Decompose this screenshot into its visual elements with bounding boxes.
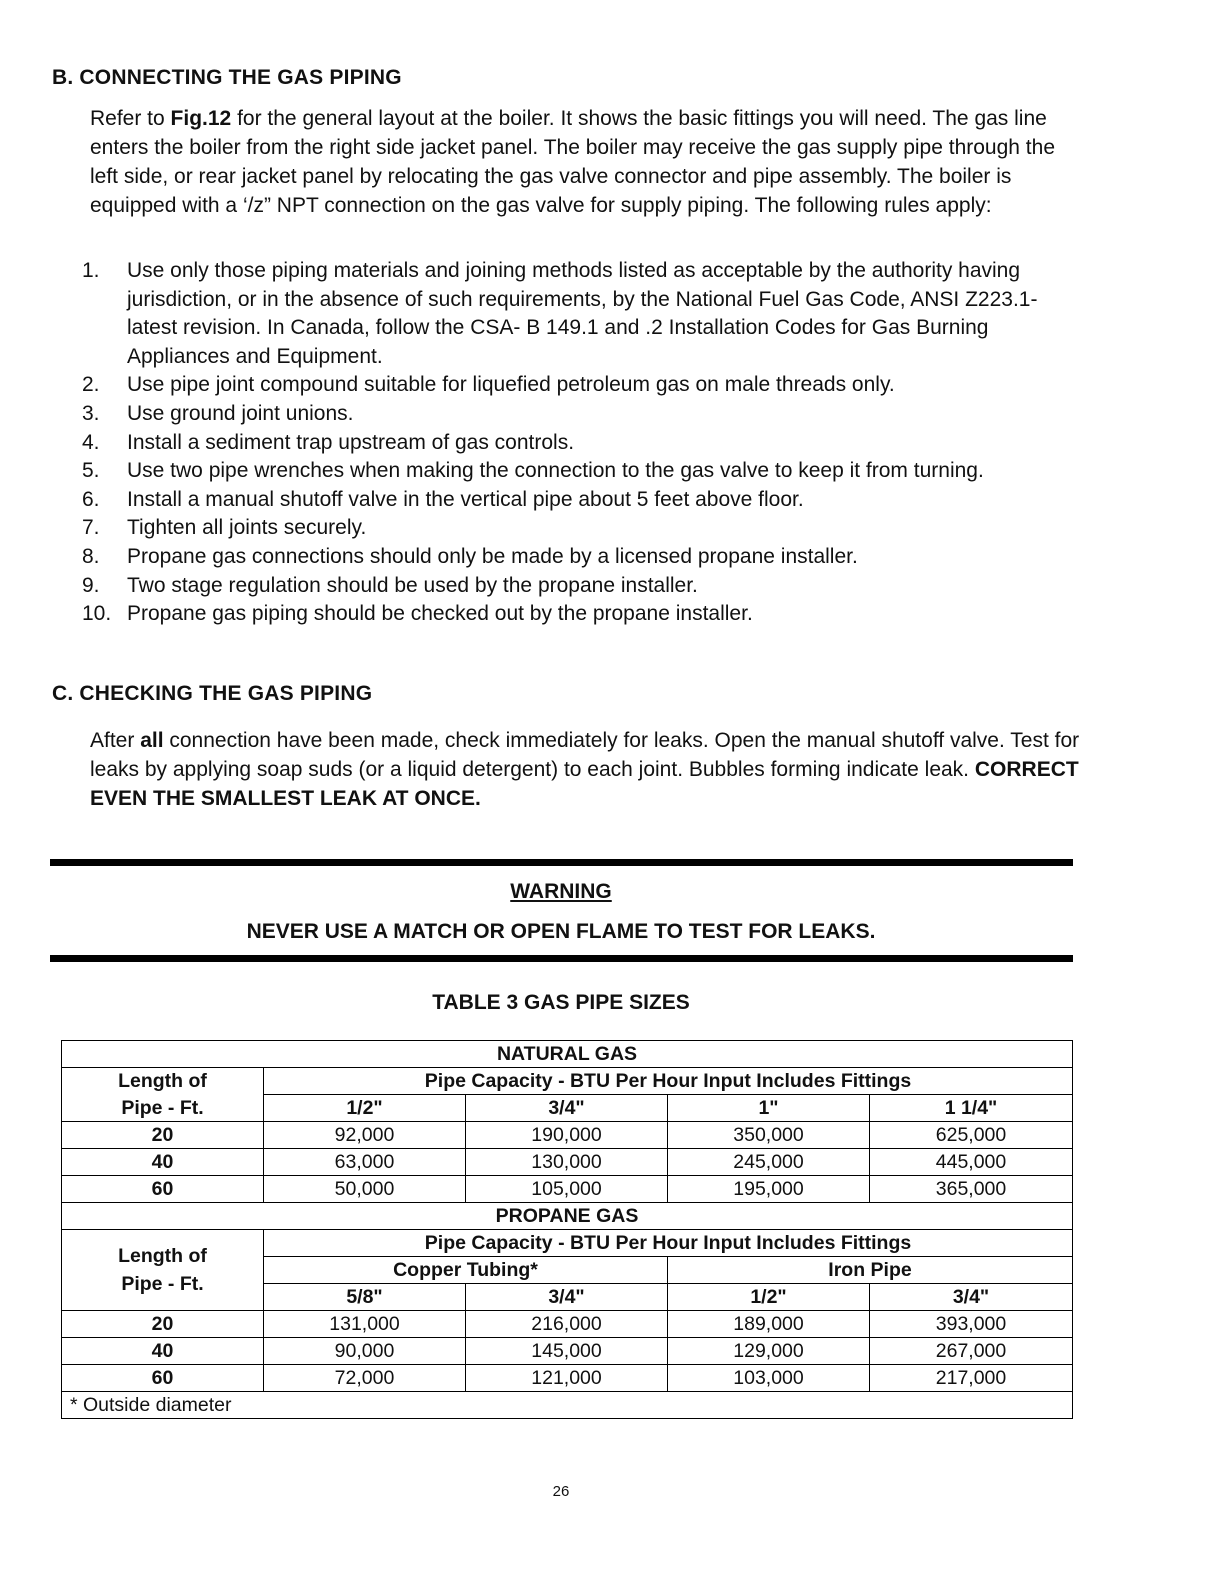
capacity-cell: 121,000 bbox=[466, 1365, 668, 1392]
capacity-cell: 90,000 bbox=[264, 1338, 466, 1365]
capacity-cell: 72,000 bbox=[264, 1365, 466, 1392]
length-cell: 40 bbox=[62, 1338, 264, 1365]
section-c-text: After all connection have been made, check immediately for leaks. Open the manual shutoff valve. Test for leaks by applying soap suds (or a liquid detergent) to each joint. Bubbles forming indicate leak. CORRECT EVEN THE SMALLEST LEAK AT ONCE. bbox=[90, 729, 1080, 810]
table-row bbox=[62, 1149, 1073, 1176]
capacity-cell: 129,000 bbox=[668, 1338, 870, 1365]
list-item: 3. Use ground joint unions. bbox=[82, 401, 354, 425]
length-cell: 20 bbox=[62, 1122, 264, 1149]
list-item: 5. Use two pipe wrenches when making the connection to the gas valve to keep it from turning. bbox=[82, 459, 984, 483]
list-item: 8. Propane gas connections should only be made by a licensed propane installer. bbox=[82, 544, 858, 568]
length-header: Length of Pipe - Ft. bbox=[62, 1230, 264, 1311]
capacity-cell: 103,000 bbox=[668, 1365, 870, 1392]
capacity-cell: 190,000 bbox=[466, 1122, 668, 1149]
length-header: Length of bbox=[62, 1068, 264, 1095]
list-item: 7. Tighten all joints securely. bbox=[82, 516, 367, 540]
list-item: 4. Install a sediment trap upstream of gas controls. bbox=[82, 430, 575, 454]
table-footnote: * Outside diameter bbox=[62, 1392, 1073, 1419]
size-header: 3/4" bbox=[466, 1284, 668, 1311]
table-row bbox=[62, 1365, 1073, 1392]
gas-pipe-sizes-table bbox=[61, 1040, 1073, 1419]
capacity-cell: 350,000 bbox=[668, 1122, 870, 1149]
length-cell: 20 bbox=[62, 1311, 264, 1338]
capacity-header: Pipe Capacity - BTU Per Hour Input Includes Fittings bbox=[264, 1230, 1073, 1257]
section-c-heading: C. CHECKING THE GAS PIPING bbox=[52, 682, 373, 705]
list-item: 6. Install a manual shutoff valve in the vertical pipe about 5 feet above floor. bbox=[82, 487, 804, 511]
capacity-cell: 189,000 bbox=[668, 1311, 870, 1338]
capacity-cell: 145,000 bbox=[466, 1338, 668, 1365]
capacity-header: Pipe Capacity - BTU Per Hour Input Includes Fittings bbox=[264, 1068, 1073, 1095]
length-cell: 60 bbox=[62, 1365, 264, 1392]
section-b-heading: B. CONNECTING THE GAS PIPING bbox=[52, 66, 402, 89]
capacity-cell: 130,000 bbox=[466, 1149, 668, 1176]
capacity-cell: 50,000 bbox=[264, 1176, 466, 1203]
capacity-cell: 105,000 bbox=[466, 1176, 668, 1203]
capacity-cell: 445,000 bbox=[870, 1149, 1073, 1176]
table-row bbox=[62, 1338, 1073, 1365]
size-header: 1" bbox=[668, 1095, 870, 1122]
table-row bbox=[62, 1176, 1073, 1203]
capacity-cell: 267,000 bbox=[870, 1338, 1073, 1365]
section-b-intro: Refer to Fig.12 for the general layout at the boiler. It shows the basic fittings you will need. The gas line enters the boiler from the right side jacket panel. The boiler may receive the gas supply pipe through the left side, or rear jacket panel by relocating the gas valve connector and pipe assembly. The boiler is equipped with a ‘/z” NPT connection on the gas valve for supply piping. The following rules apply: bbox=[90, 107, 1055, 217]
warning-top-rule bbox=[50, 859, 1073, 866]
page-number: 26 bbox=[552, 1483, 570, 1500]
warning-text: NEVER USE A MATCH OR OPEN FLAME TO TEST FOR LEAKS. bbox=[246, 920, 876, 943]
capacity-cell: 217,000 bbox=[870, 1365, 1073, 1392]
list-item: 10. Propane gas piping should be checked out by the propane installer. bbox=[82, 602, 753, 626]
natural-gas-header: NATURAL GAS bbox=[62, 1041, 1073, 1068]
iron-pipe-header: Iron Pipe bbox=[668, 1257, 1073, 1284]
size-header: 3/4" bbox=[466, 1095, 668, 1122]
length-cell: 40 bbox=[62, 1149, 264, 1176]
copper-tubing-header: Copper Tubing* bbox=[264, 1257, 668, 1284]
size-header: 1/2" bbox=[264, 1095, 466, 1122]
size-header: 1 1/4" bbox=[870, 1095, 1073, 1122]
size-header: 3/4" bbox=[870, 1284, 1073, 1311]
capacity-cell: 195,000 bbox=[668, 1176, 870, 1203]
capacity-cell: 245,000 bbox=[668, 1149, 870, 1176]
table-row bbox=[62, 1122, 1073, 1149]
gas-piping-rules-list bbox=[82, 257, 1082, 629]
capacity-cell: 63,000 bbox=[264, 1149, 466, 1176]
warning-title: WARNING bbox=[510, 880, 612, 903]
list-item: 1. Use only those piping materials and joining methods listed as acceptable by the authority having jurisdiction, or in the absence of such requirements, by the National Fuel Gas Code, ANSI Z223.1- latest revision. In Canada, follow the CSA- B 149.1 and .2 Installation Codes for Gas Burning Appliances and Equipment. bbox=[82, 259, 1038, 368]
list-item: 2. Use pipe joint compound suitable for liquefied petroleum gas on male threads only. bbox=[82, 373, 895, 397]
table-row bbox=[62, 1311, 1073, 1338]
capacity-cell: 393,000 bbox=[870, 1311, 1073, 1338]
table-title: TABLE 3 GAS PIPE SIZES bbox=[432, 991, 690, 1014]
length-header: Pipe - Ft. bbox=[62, 1095, 264, 1122]
list-item: 9. Two stage regulation should be used by the propane installer. bbox=[82, 573, 698, 597]
warning-bottom-rule bbox=[50, 955, 1073, 962]
size-header: 5/8" bbox=[264, 1284, 466, 1311]
size-header: 1/2" bbox=[668, 1284, 870, 1311]
length-cell: 60 bbox=[62, 1176, 264, 1203]
capacity-cell: 365,000 bbox=[870, 1176, 1073, 1203]
capacity-cell: 92,000 bbox=[264, 1122, 466, 1149]
propane-gas-header: PROPANE GAS bbox=[62, 1203, 1073, 1230]
capacity-cell: 625,000 bbox=[870, 1122, 1073, 1149]
capacity-cell: 216,000 bbox=[466, 1311, 668, 1338]
capacity-cell: 131,000 bbox=[264, 1311, 466, 1338]
